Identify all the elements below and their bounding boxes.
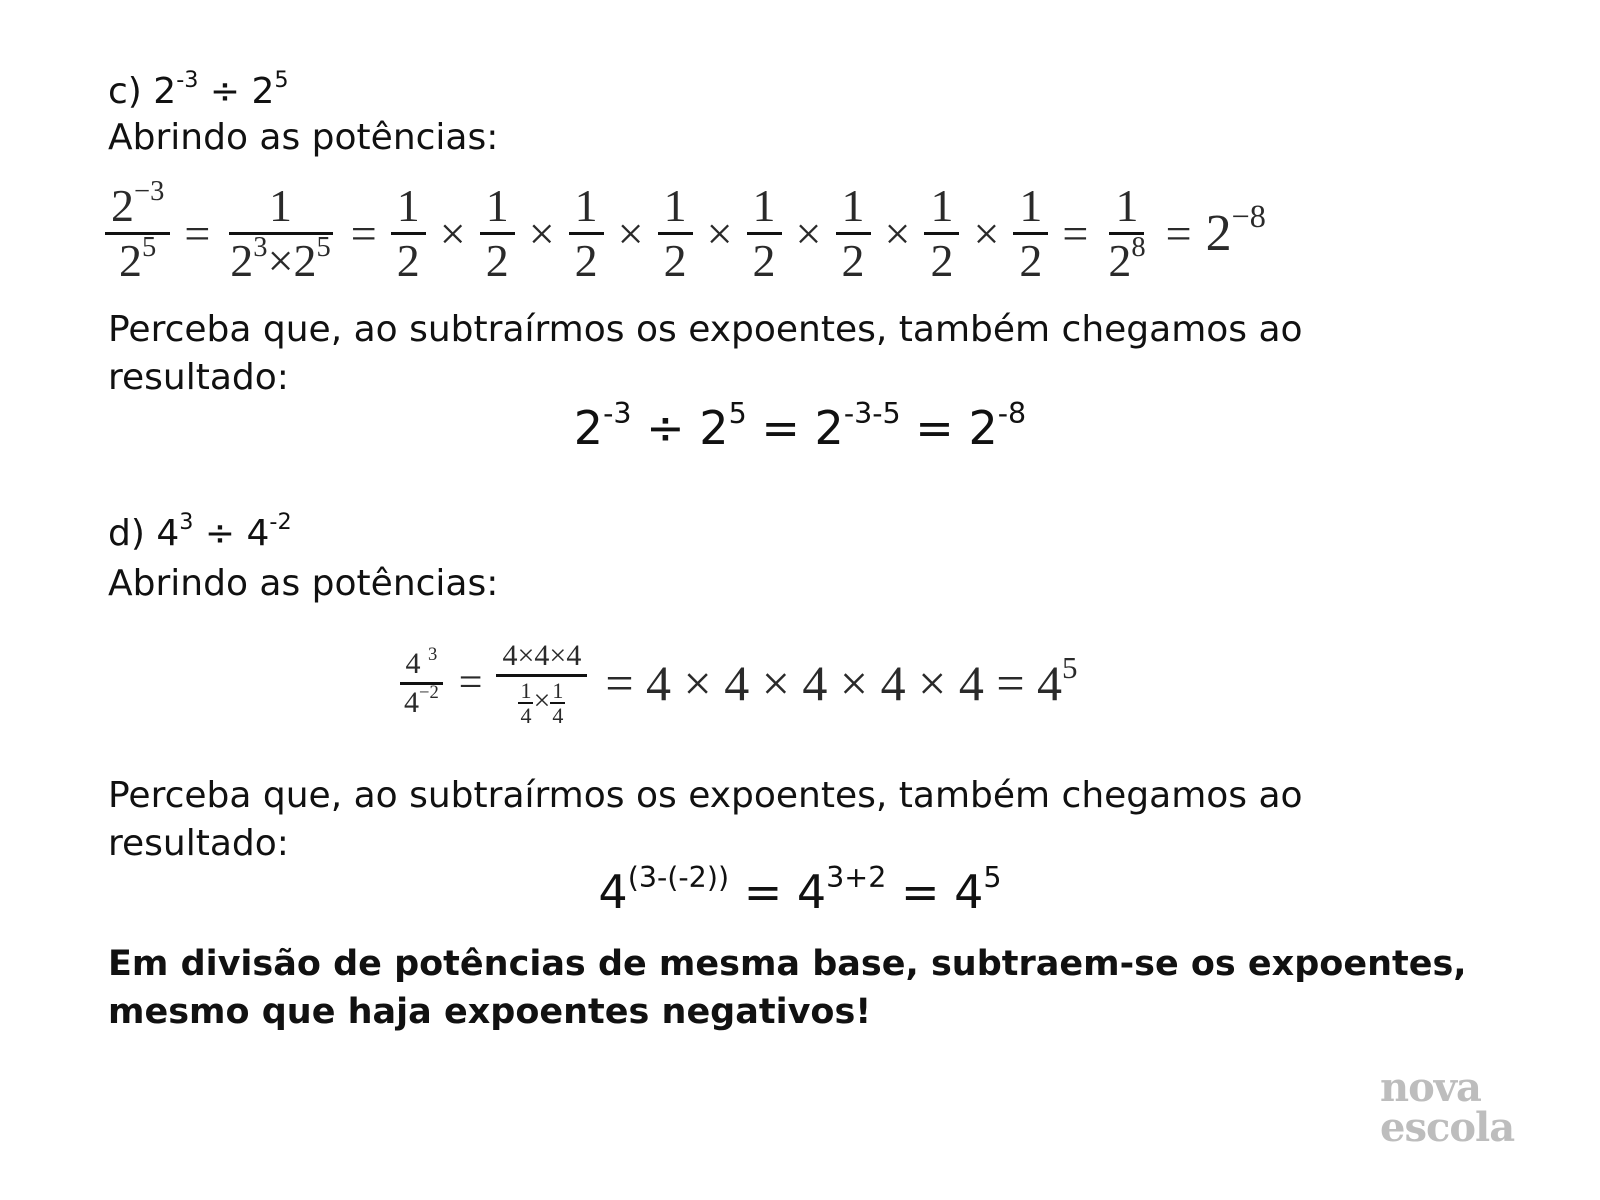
- conclusion-text: Em divisão de potências de mesma base, subtraem-se os expoentes, mesmo que haja expoentes negativos!: [108, 944, 1467, 1032]
- part-c-opening-label: Abrindo as potências:: [108, 117, 499, 158]
- nova-escola-logo: nova escola: [1380, 1064, 1515, 1151]
- part-d-result: $4^{(3-(-2))} = 4^{3+2} = 4^5$: [598, 861, 1002, 919]
- part-c-expanded-equation: $\frac{2^{-3}}{2^5}$ = $\frac{1}{2^3\times 2^5}$ = $\frac{1}{2}$ × $\frac{1}{2}$ × $\frac{1}{2}$ × $\frac{1}{2}$ × $\frac{1}{2}$ × $\frac{1}{2}$ × $\frac{1}{2}$ × $\frac{1}{2}$ = $\frac{1}{2^8}$ = $2^{-8}$: [105, 182, 1266, 286]
- part-d-label: d): [108, 513, 157, 554]
- part-d-expanded-equation: $\frac{4 ^3}{4^{-2}}$ = 4×4×4 $\frac{1}{4}$ × $\frac{1}{4}$ = $4 \times 4 \times 4 \times 4 \times 4 = 4^5$: [398, 640, 1078, 727]
- part-d-heading: d) $4^3 \div 4^{-2}$: [108, 508, 292, 554]
- part-c-note: Perceba que, ao subtraírmos os expoentes, também chegamos ao resultado:: [108, 309, 1303, 398]
- part-c-result: $2^{-3} \div 2^5 = 2^{-3-5} = 2^{-8}$: [573, 397, 1027, 455]
- part-d-note: Perceba que, ao subtraírmos os expoentes, também chegamos ao resultado:: [108, 775, 1303, 864]
- part-c-label: c): [108, 71, 154, 112]
- part-c-heading: c) $2^{-3} \div 2^5$: [108, 66, 289, 112]
- part-d-opening-label: Abrindo as potências:: [108, 563, 499, 604]
